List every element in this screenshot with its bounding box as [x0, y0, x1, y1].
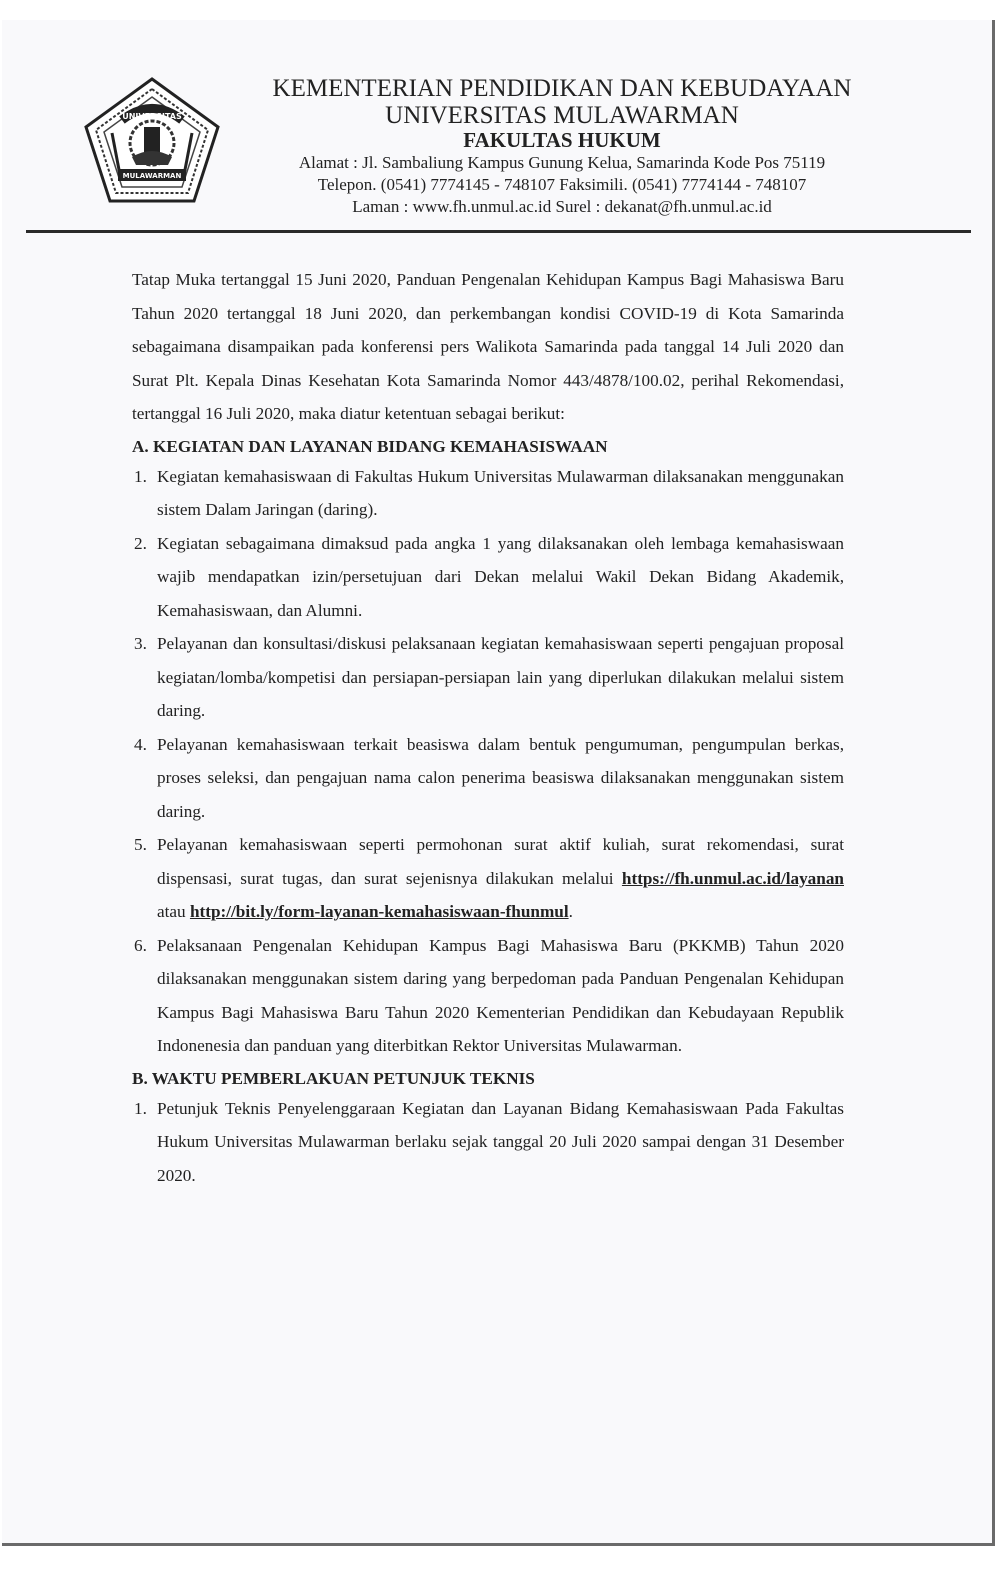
ministry-name: KEMENTERIAN PENDIDIKAN DAN KEBUDAYAAN [272, 75, 852, 102]
university-name: UNIVERSITAS MULAWARMAN [385, 102, 739, 129]
letterhead-divider [26, 230, 971, 233]
letterhead [242, 75, 882, 218]
list-item: 4. Pelayanan kemahasiswaan terkait beasiswa dalam bentuk pengumuman, pengumpulan berkas, proses seleksi, dan pengajuan nama calon penerima beasiswa dilaksanakan menggunakan sistem daring. [134, 734, 844, 821]
list-item: 2. Kegiatan sebagaimana dimaksud pada angka 1 yang dilaksanakan oleh lembaga kemahasiswaan wajib mendapatkan izin/persetujuan dari Dekan melalui Wakil Dekan Bidang Akademik, Kemahasiswaan, dan Alumni. [134, 533, 844, 620]
form-layanan-link[interactable]: http://bit.ly/form-layanan-kemahasiswaan-fhunmul [189, 902, 569, 921]
section-b-list [132, 1092, 844, 1193]
document-page [2, 20, 995, 1546]
faculty-name: FAKULTAS HUKUM [463, 128, 661, 152]
section-heading-b: B. WAKTU PEMBERLAKUAN PETUNJUK TEKNIS [132, 1068, 535, 1088]
layanan-link[interactable]: https://fh.unmul.ac.id/layanan [621, 868, 844, 888]
svg-text:MULAWARMAN: MULAWARMAN [122, 172, 182, 180]
section-a-list [132, 460, 844, 1063]
intro-paragraph: Tatap Muka tertanggal 15 Juni 2020, Panduan Pengenalan Kehidupan Kampus Bagi Mahasiswa Baru Tahun 2020 tertanggal 18 Juni 2020, dan perkembangan kondisi COVID-19 di Kota Samarinda sebagaimana disampaikan pada konferensi pers Walikota Samarinda pada tanggal 14 Juli 2020 dan Surat Plt. Kepala Dinas Kesehatan Kota Samarinda Nomor 443/4878/100.02, perihal Rekomendasi, tertanggal 16 Juli 2020, maka diatur ketentuan sebagai berikut: [132, 270, 844, 423]
letter-body [132, 263, 844, 1192]
list-item: 3. Pelayanan dan konsultasi/diskusi pelaksanaan kegiatan kemahasiswaan seperti pengajuan proposal kegiatan/lomba/kompetisi dan persiapan-persiapan lain yang diperlukan dilakukan melalui sistem daring. [134, 634, 844, 720]
section-heading-a: A. KEGIATAN DAN LAYANAN BIDANG KEMAHASISWAAN [132, 436, 608, 456]
list-item: 6. Pelaksanaan Pengenalan Kehidupan Kampus Bagi Mahasiswa Baru (PKKMB) Tahun 2020 dilaksanakan menggunakan sistem daring yang berpedoman pada Panduan Pengenalan Kehidupan Kampus Bagi Mahasiswa Baru Tahun 2020 Kementerian Pendidikan dan Kebudayaan Republik Indonenesia dan panduan yang diterbitkan Rektor Universitas Mulawarman. [134, 935, 844, 1055]
list-item: 1. Petunjuk Teknis Penyelenggaraan Kegiatan dan Layanan Bidang Kemahasiswaan Pada Fakultas Hukum Universitas Mulawarman berlaku sejak tanggal 20 Juli 2020 sampai dengan 31 Desember 2020. [134, 1098, 844, 1185]
list-item: 1. Kegiatan kemahasiswaan di Fakultas Hukum Universitas Mulawarman dilaksanakan menggunakan sistem Dalam Jaringan (daring). [134, 466, 844, 519]
list-item: 5. Pelayanan kemahasiswaan seperti permohonan surat aktif kuliah, surat rekomendasi, surat dispensasi, surat tugas, dan surat sejenisnya dilakukan melalui https://fh.unmul.ac.id/layanan atau http://bit.ly/form-layanan-kemahasiswaan-fhunmul. [134, 835, 844, 921]
address-line: Alamat : Jl. Sambaliung Kampus Gunung Kelua, Samarinda Kode Pos 75119 [298, 152, 826, 172]
phone-line: Telepon. (0541) 7774145 - 748107 Faksimili. (0541) 7774144 - 748107 [317, 174, 807, 194]
svg-text:UNIVERSITAS: UNIVERSITAS [122, 112, 182, 121]
university-seal-icon [82, 75, 222, 205]
web-line: Laman : www.fh.unmul.ac.id Surel : dekanat@fh.unmul.ac.id [352, 196, 772, 216]
